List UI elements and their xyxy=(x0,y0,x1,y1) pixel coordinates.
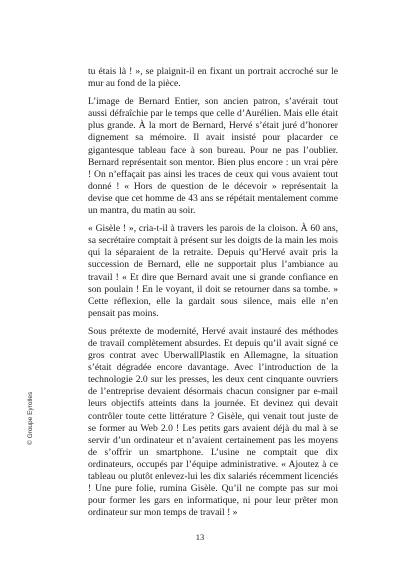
copyright-notice: © Groupe Eyrolles xyxy=(27,391,34,445)
paragraph: L’image de Bernard Entier, son ancien patron, s’avérait tout aussi défraîchie par le temps que celle d’Aurélien. Mais elle était plus grande. À la mort de Bernard, Hervé s’était juré d’honorer dignement sa mémoire. Il avait insisté pour placarder ce gigantesque tableau face à son bureau. Pour ne pas l’oublier. Bernard représentait son mentor. Bien plus encore : un vrai père ! On n’effaçait pas ainsi les traces de ceux qui vous avaient tout donné ! « Hors de question de le décevoir » représentait la devise que cet homme de 43 ans se répétait mentalement comme un mantra, du matin au soir. xyxy=(88,96,338,217)
paragraph: Sous prétexte de modernité, Hervé avait instauré des méthodes de travail complètement absurdes. Et depuis qu’il avait signé ce gros contrat avec UberwallPlastik en Allemagne, la situation s’était dégradée encore davantage. Avec l’introduction de la technologie 2.0 sur les presses, les deux cent cinquante ouvriers de l’entreprise devaient désormais chacun consigner par e-mail leurs objectifs atteints dans la journée. Et devinez qui devait contrôler toute cette littérature ? Gisèle, qui venait tout juste de se former au Web 2.0 ! Les petits gars avaient déjà du mal à se servir d’un ordinateur et n’avaient certainement pas les moyens de s’offrir un smartphone. L’usine ne comptait que dix ordinateurs, occupés par l’équipe administrative. « Ajoutez à ce tableau ou plutôt enlevez-lui les dix salariés récemment licenciés ! Une pure folie, rumina Gisèle. Qu’il ne compte pas sur moi pour former les gars en informatique, ni pour leur prêter mon ordinateur sur mon temps de travail ! » xyxy=(88,325,338,519)
body-text xyxy=(88,66,338,525)
paragraph: « Gisèle ! », cria-t-il à travers les parois de la cloison. À 60 ans, sa secrétaire comptait à présent sur les doigts de la main les mois qui la séparaient de la retraite. Depuis qu’Hervé avait pris la succession de Bernard, elle ne supportait plus l’ambiance au travail ! « Et dire que Bernard avait une si grande confiance en son poulain ! En le voyant, il doit se retourner dans sa tombe. » Cette réflexion, elle la gardait sous silence, mais elle n’en pensait pas moins. xyxy=(88,223,338,319)
page-number: 13 xyxy=(195,532,205,542)
paragraph: tu étais là ! », se plaignit-il en fixant un portrait accroché sur le mur au fond de la pièce. xyxy=(88,66,338,90)
